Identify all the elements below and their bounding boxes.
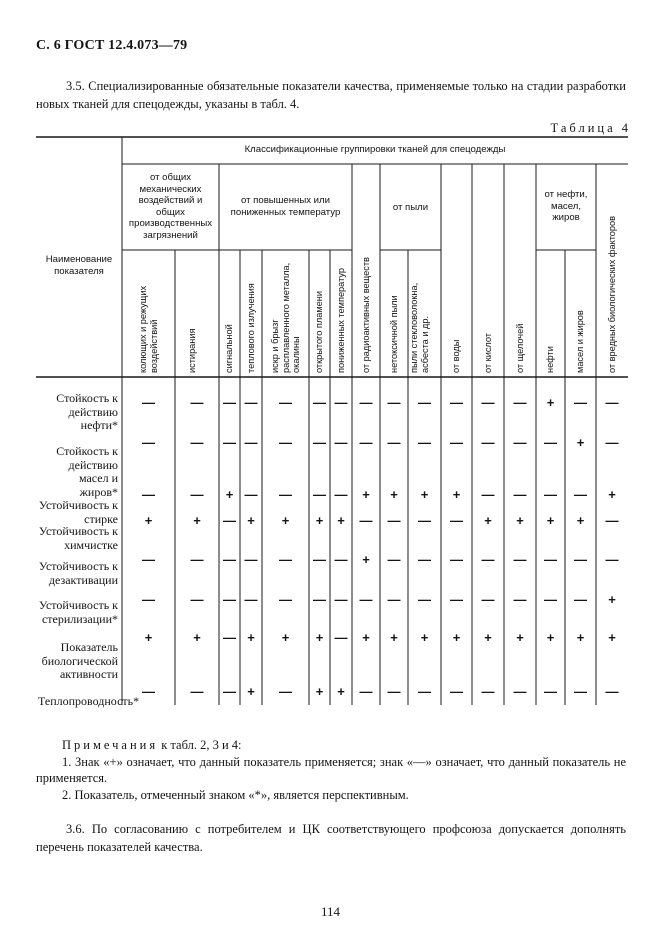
plus-mark: + bbox=[546, 513, 555, 528]
dash-mark: — bbox=[387, 513, 401, 528]
dash-mark: — bbox=[190, 684, 204, 699]
dash-mark: — bbox=[387, 435, 401, 450]
dash-mark: — bbox=[223, 592, 236, 607]
dash-mark: — bbox=[513, 435, 527, 450]
plus-mark: + bbox=[144, 630, 153, 645]
dash-mark: — bbox=[513, 684, 527, 699]
dash-mark: — bbox=[334, 435, 348, 450]
dash-mark: — bbox=[223, 435, 236, 450]
dash-mark: — bbox=[334, 487, 348, 502]
plus-mark: + bbox=[362, 552, 370, 567]
column-header: теплового излучения bbox=[245, 283, 256, 373]
notes-title: Примечания bbox=[62, 738, 159, 752]
dash-mark: — bbox=[450, 513, 463, 528]
dash-mark: — bbox=[313, 487, 326, 502]
dash-mark: — bbox=[450, 552, 463, 567]
dash-mark: — bbox=[544, 592, 557, 607]
plus-mark: + bbox=[362, 630, 370, 645]
plus-mark: + bbox=[576, 630, 585, 645]
dash-mark: — bbox=[481, 684, 495, 699]
dash-mark: — bbox=[481, 552, 495, 567]
row-name: Стойкость к действию нефти* bbox=[56, 391, 118, 432]
plus-mark: + bbox=[315, 684, 324, 699]
column-header: искр и брызг расплавленного металла, окалины bbox=[269, 262, 301, 373]
dash-mark: — bbox=[513, 592, 527, 607]
plus-mark: + bbox=[281, 630, 290, 645]
dash-mark: — bbox=[244, 552, 258, 567]
dash-mark: — bbox=[418, 552, 431, 567]
dash-mark: — bbox=[279, 435, 292, 450]
plus-mark: + bbox=[608, 487, 616, 502]
plus-mark: + bbox=[315, 630, 324, 645]
plus-mark: + bbox=[362, 487, 370, 502]
column-header: масел и жиров bbox=[575, 310, 586, 373]
plus-mark: + bbox=[193, 513, 201, 528]
dash-mark: — bbox=[142, 684, 155, 699]
note-item: 2. Показатель, отмеченный знаком «*», является перспективным. bbox=[62, 787, 409, 802]
dash-mark: — bbox=[574, 684, 587, 699]
dash-mark: — bbox=[142, 487, 155, 502]
page-number: 114 bbox=[320, 904, 341, 919]
dash-mark: — bbox=[387, 552, 401, 567]
plus-mark: + bbox=[516, 513, 524, 528]
row-name: Теплопроводность* bbox=[38, 694, 140, 708]
plus-mark: + bbox=[337, 513, 345, 528]
dash-mark: — bbox=[605, 395, 619, 410]
dash-mark: — bbox=[544, 684, 557, 699]
column-header: открытого пламени bbox=[314, 291, 325, 373]
dash-mark: — bbox=[142, 395, 155, 410]
page-header: С. 6 ГОСТ 12.4.073—79 bbox=[36, 38, 188, 53]
dash-mark: — bbox=[223, 552, 236, 567]
dash-mark: — bbox=[513, 487, 527, 502]
plus-mark: + bbox=[247, 513, 255, 528]
column-header: пониженных температур bbox=[335, 268, 346, 373]
plus-mark: + bbox=[420, 487, 429, 502]
column-header: от щелочей bbox=[514, 323, 525, 373]
row-name: Стойкость к действию масел и жиров* bbox=[56, 444, 118, 499]
dash-mark: — bbox=[574, 592, 587, 607]
dash-mark: — bbox=[142, 435, 155, 450]
row-name: Устойчивость к химчистке bbox=[38, 524, 118, 552]
dash-mark: — bbox=[544, 435, 557, 450]
plus-mark: + bbox=[516, 630, 524, 645]
dash-mark: — bbox=[223, 630, 236, 645]
plus-mark: + bbox=[546, 395, 555, 410]
column-header: от воды bbox=[451, 339, 462, 373]
plus-mark: + bbox=[390, 630, 398, 645]
dash-mark: — bbox=[223, 513, 236, 528]
plus-mark: + bbox=[546, 630, 555, 645]
dash-mark: — bbox=[190, 592, 204, 607]
plus-mark: + bbox=[247, 630, 255, 645]
dash-mark: — bbox=[279, 684, 292, 699]
plus-mark: + bbox=[452, 487, 461, 502]
dash-mark: — bbox=[279, 395, 292, 410]
dash-mark: — bbox=[481, 435, 495, 450]
outro-paragraph: 3.6. По согласованию с потребителем и ЦК соответствующего профсоюза допускается дополнять перечень показателей качества. bbox=[36, 822, 626, 854]
dash-mark: — bbox=[359, 395, 373, 410]
dash-mark: — bbox=[190, 552, 204, 567]
dash-mark: — bbox=[481, 395, 495, 410]
group-header: Классификационные группировки тканей для спецодежды bbox=[244, 144, 506, 155]
column-header: от радиоактивных веществ bbox=[360, 257, 371, 373]
dash-mark: — bbox=[223, 395, 236, 410]
plus-mark: + bbox=[420, 630, 429, 645]
group-header-4: от нефти, масел, жиров bbox=[544, 189, 588, 223]
dash-mark: — bbox=[387, 395, 401, 410]
dash-mark: — bbox=[142, 552, 155, 567]
dash-mark: — bbox=[334, 395, 348, 410]
dash-mark: — bbox=[574, 487, 587, 502]
dash-mark: — bbox=[334, 552, 348, 567]
column-header: пыли стекловолокна, асбеста и др. bbox=[408, 282, 430, 373]
dash-mark: — bbox=[450, 592, 463, 607]
dash-mark: — bbox=[418, 513, 431, 528]
dash-mark: — bbox=[244, 435, 258, 450]
dash-mark: — bbox=[142, 592, 155, 607]
dash-mark: — bbox=[359, 592, 373, 607]
dash-mark: — bbox=[244, 395, 258, 410]
dash-mark: — bbox=[279, 592, 292, 607]
dash-mark: — bbox=[481, 487, 495, 502]
intro-paragraph: 3.5. Специализированные обязательные показатели качества, применяемые только на стадии разработки новых тканей для спецодежды, указаны в табл. 4. bbox=[36, 79, 626, 111]
column-header: нефти bbox=[545, 346, 556, 373]
dash-mark: — bbox=[481, 592, 495, 607]
column-header: истирания bbox=[186, 328, 197, 373]
plus-mark: + bbox=[390, 487, 398, 502]
plus-mark: + bbox=[247, 684, 255, 699]
plus-mark: + bbox=[576, 513, 585, 528]
plus-mark: + bbox=[576, 435, 585, 450]
dash-mark: — bbox=[387, 684, 401, 699]
dash-mark: — bbox=[513, 552, 527, 567]
plus-mark: + bbox=[315, 513, 324, 528]
plus-mark: + bbox=[337, 684, 345, 699]
notes-title-suffix: к табл. 2, 3 и 4: bbox=[158, 738, 242, 752]
notes bbox=[36, 737, 626, 803]
dash-mark: — bbox=[574, 552, 587, 567]
dash-mark: — bbox=[418, 684, 431, 699]
column-header: колющих и режущих воздействий bbox=[138, 285, 159, 373]
dash-mark: — bbox=[450, 395, 463, 410]
plus-mark: + bbox=[484, 513, 492, 528]
dash-mark: — bbox=[574, 395, 587, 410]
note-item: 1. Знак «+» означает, что данный показатель применяется; знак «—» означает, что данный показатель не применяется. bbox=[36, 754, 626, 785]
dash-mark: — bbox=[450, 684, 463, 699]
dash-mark: — bbox=[605, 684, 619, 699]
dash-mark: — bbox=[190, 435, 204, 450]
dash-mark: — bbox=[313, 592, 326, 607]
plus-mark: + bbox=[144, 513, 153, 528]
column-header: от вредных биологических факторов bbox=[606, 215, 617, 373]
row-name: Устойчивость к стерилизации* bbox=[38, 598, 118, 626]
dash-mark: — bbox=[334, 592, 348, 607]
dash-mark: — bbox=[190, 395, 204, 410]
dash-mark: — bbox=[334, 630, 348, 645]
dash-mark: — bbox=[605, 513, 619, 528]
table-caption: Таблица 4 bbox=[550, 121, 631, 135]
column-header: нетоксичной пыли bbox=[388, 295, 399, 373]
dash-mark: — bbox=[279, 487, 292, 502]
dash-mark: — bbox=[544, 487, 557, 502]
dash-mark: — bbox=[359, 513, 373, 528]
plus-mark: + bbox=[281, 513, 290, 528]
dash-mark: — bbox=[279, 552, 292, 567]
dash-mark: — bbox=[450, 435, 463, 450]
plus-mark: + bbox=[452, 630, 461, 645]
group-header-2: от повышенных или пониженных температур bbox=[230, 195, 341, 218]
dash-mark: — bbox=[244, 592, 258, 607]
dash-mark: — bbox=[313, 435, 326, 450]
plus-mark: + bbox=[225, 487, 234, 502]
plus-mark: + bbox=[484, 630, 492, 645]
dash-mark: — bbox=[244, 487, 258, 502]
dash-mark: — bbox=[418, 395, 431, 410]
row-name: Устойчивость к стирке bbox=[38, 498, 118, 526]
dash-mark: — bbox=[605, 552, 619, 567]
dash-mark: — bbox=[313, 395, 326, 410]
dash-mark: — bbox=[544, 552, 557, 567]
column-header: сигнальной bbox=[224, 324, 235, 373]
plus-mark: + bbox=[193, 630, 201, 645]
group-header-1: от общих механических воздействий и общих производственных загрязнений bbox=[128, 172, 213, 241]
dash-mark: — bbox=[359, 684, 373, 699]
dash-mark: — bbox=[418, 435, 431, 450]
column-header: от кислот bbox=[482, 333, 493, 373]
dash-mark: — bbox=[313, 552, 326, 567]
dash-mark: — bbox=[513, 395, 527, 410]
plus-mark: + bbox=[608, 630, 616, 645]
dash-mark: — bbox=[190, 487, 204, 502]
dash-mark: — bbox=[418, 592, 431, 607]
group-header-3: от пыли bbox=[392, 202, 429, 213]
dash-mark: — bbox=[359, 435, 373, 450]
row-name: Показатель биологической активности bbox=[41, 640, 118, 681]
dash-mark: — bbox=[387, 592, 401, 607]
name-column-header: Наименование показателя bbox=[45, 254, 113, 277]
row-name: Устойчивость к дезактивации bbox=[38, 559, 118, 587]
dash-mark: — bbox=[223, 684, 236, 699]
dash-mark: — bbox=[605, 435, 619, 450]
plus-mark: + bbox=[608, 592, 616, 607]
